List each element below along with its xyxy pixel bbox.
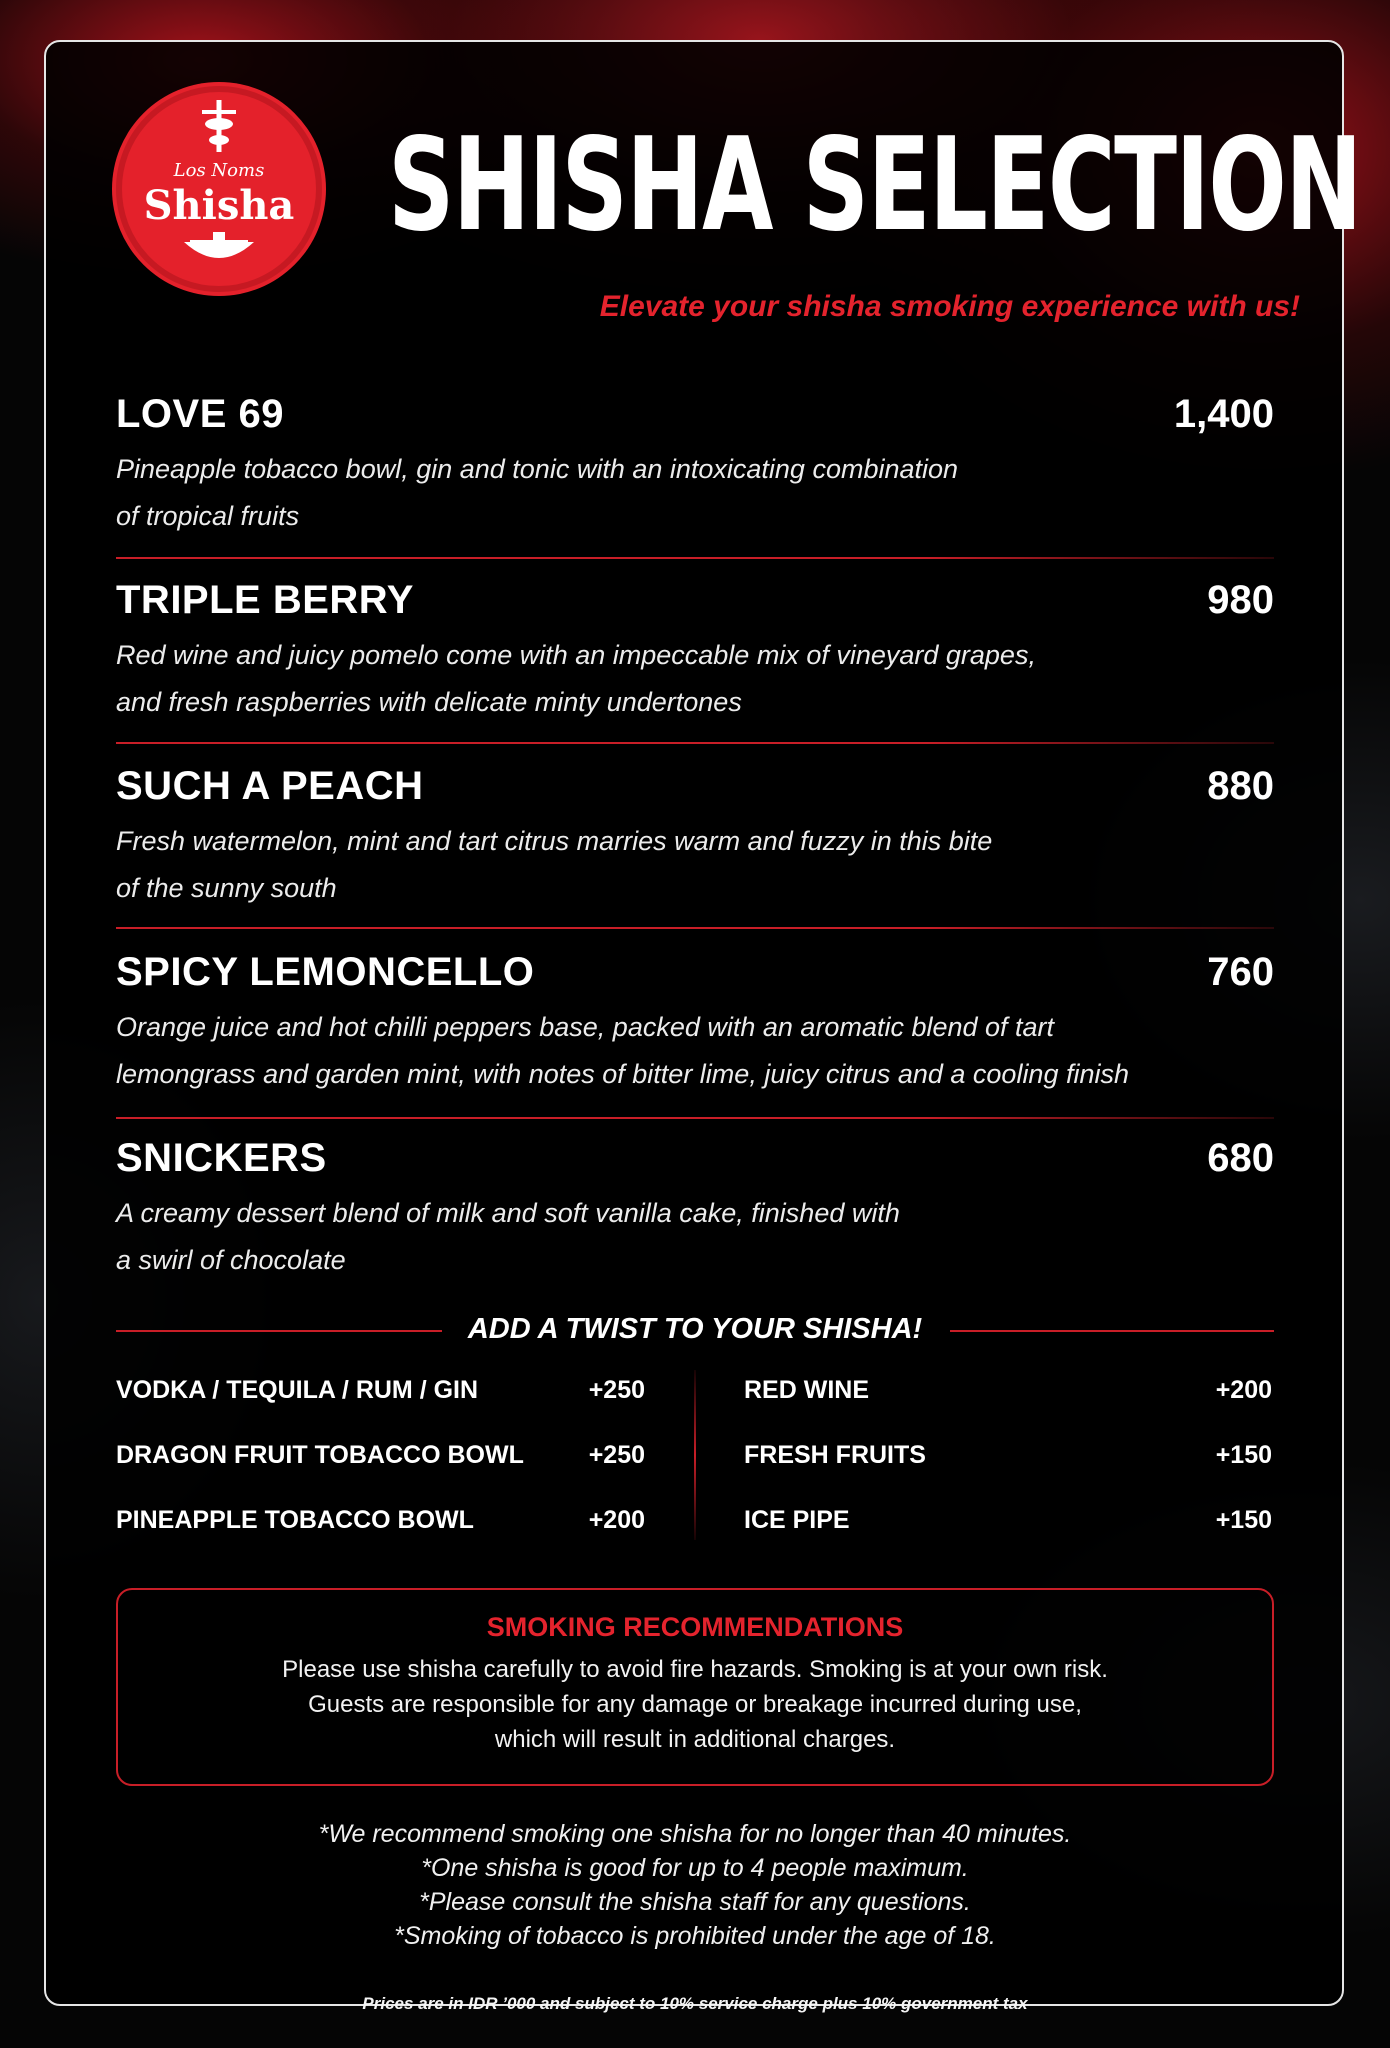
item-description bbox=[116, 818, 1276, 912]
recommendation-line: Guests are responsible for any damage or breakage incurred during use, bbox=[308, 1691, 1082, 1718]
note: *One shisha is good for up to 4 people maximum. bbox=[421, 1854, 969, 1882]
item-description-line: Red wine and juicy pomelo come with an impeccable mix of vineyard grapes, bbox=[116, 640, 1036, 670]
item-name: SPICY LEMONCELLO bbox=[116, 950, 535, 994]
item-description-line: Orange juice and hot chilli peppers base, packed with an aromatic blend of tart bbox=[116, 1012, 1055, 1042]
addon-name: VODKA / TEQUILA / RUM / GIN bbox=[116, 1376, 479, 1404]
item-price: 1,400 bbox=[1173, 392, 1274, 436]
recommendations-title: SMOKING RECOMMENDATIONS bbox=[486, 1612, 904, 1642]
item-description-line: Fresh watermelon, mint and tart citrus marries warm and fuzzy in this bite bbox=[116, 826, 993, 856]
addon-name: PINEAPPLE TOBACCO BOWL bbox=[116, 1506, 474, 1534]
item-price: 680 bbox=[1207, 1136, 1274, 1180]
brand-logo bbox=[112, 82, 326, 296]
item-description-line: lemongrass and garden mint, with notes of bitter lime, juicy citrus and a cooling finish bbox=[116, 1059, 1130, 1089]
brand-name: Shisha bbox=[143, 182, 295, 229]
twist-section-title: ADD A TWIST TO YOUR SHISHA! bbox=[467, 1313, 923, 1345]
addon-price: +250 bbox=[588, 1441, 645, 1469]
column-separator bbox=[694, 1370, 696, 1540]
addon-name: DRAGON FRUIT TOBACCO BOWL bbox=[116, 1441, 524, 1469]
addon-name: ICE PIPE bbox=[744, 1506, 850, 1534]
addon-price: +200 bbox=[1215, 1376, 1272, 1404]
item-name: SUCH A PEACH bbox=[116, 764, 424, 808]
item-description bbox=[116, 632, 1276, 726]
item-name: LOVE 69 bbox=[116, 392, 285, 436]
item-description-line: of the sunny south bbox=[116, 873, 337, 903]
item-description bbox=[116, 446, 1276, 540]
addon-price: +150 bbox=[1215, 1441, 1272, 1469]
item-price: 980 bbox=[1207, 578, 1274, 622]
divider bbox=[116, 742, 1274, 744]
item-description-line: of tropical fruits bbox=[116, 501, 300, 531]
note: *Smoking of tobacco is prohibited under the age of 18. bbox=[394, 1922, 996, 1950]
item-description bbox=[116, 1190, 1276, 1284]
price-disclaimer: Prices are in IDR ’000 and subject to 10% service charge plus 10% government tax bbox=[362, 1994, 1028, 2013]
divider bbox=[116, 927, 1274, 929]
addon-name: FRESH FRUITS bbox=[744, 1441, 926, 1469]
page-subtitle: Elevate your shisha smoking experience with us! bbox=[599, 290, 1300, 323]
item-name: SNICKERS bbox=[116, 1136, 327, 1180]
note: *Please consult the shisha staff for any questions. bbox=[419, 1888, 971, 1916]
item-description-line: A creamy dessert blend of milk and soft vanilla cake, finished with bbox=[116, 1198, 900, 1228]
item-description-line: a swirl of chocolate bbox=[116, 1245, 346, 1275]
addon-price: +250 bbox=[588, 1376, 645, 1404]
item-description-line: Pineapple tobacco bowl, gin and tonic with an intoxicating combination bbox=[116, 454, 959, 484]
item-price: 760 bbox=[1207, 950, 1274, 994]
item-description bbox=[116, 1004, 1276, 1098]
recommendation-line: Please use shisha carefully to avoid fire hazards. Smoking is at your own risk. bbox=[282, 1656, 1108, 1683]
addon-price: +200 bbox=[588, 1506, 645, 1534]
addon-name: RED WINE bbox=[744, 1376, 869, 1404]
note: *We recommend smoking one shisha for no longer than 40 minutes. bbox=[318, 1820, 1072, 1848]
recommendation-line: which will result in additional charges. bbox=[494, 1726, 896, 1753]
item-description-line: and fresh raspberries with delicate minty undertones bbox=[116, 687, 742, 717]
page-title: SHISHA SELECTION bbox=[388, 111, 1361, 260]
item-price: 880 bbox=[1207, 764, 1274, 808]
brand-name-small: Los Noms bbox=[173, 160, 265, 181]
addon-price: +150 bbox=[1215, 1506, 1272, 1534]
divider bbox=[116, 557, 1274, 559]
item-name: TRIPLE BERRY bbox=[116, 578, 414, 622]
divider bbox=[116, 1117, 1274, 1119]
